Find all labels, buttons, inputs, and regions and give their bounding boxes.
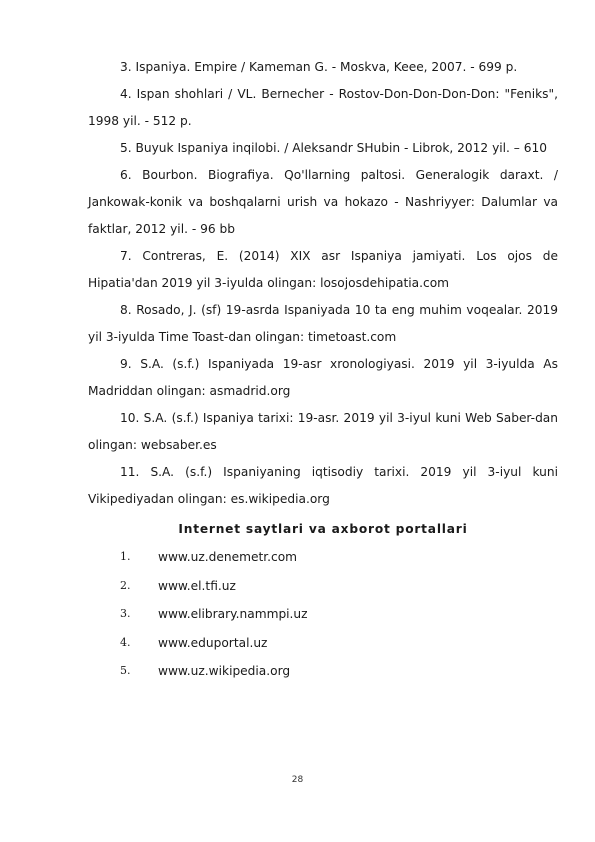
page-content (88, 54, 558, 686)
website-item (88, 572, 558, 601)
website-url: www.eduportal.uz (158, 635, 268, 650)
reference-item: 7. Contreras, E. (2014) XIX asr Ispaniya jamiyati. Los ojos de Hipatia'dan 2019 yil 3-iyulda olingan: losojosdehipatia.com (88, 249, 558, 290)
reference-item: 4. Ispan shohlari / VL. Bernecher - Rostov-Don-Don-Don-Don: "Feniks", 1998 yil. - 512 p. (88, 87, 558, 128)
website-number: 4. (120, 635, 131, 649)
website-item (88, 629, 558, 658)
website-number: 1. (120, 550, 131, 563)
reference-item: 6. Bourbon. Biografiya. Qo'llarning paltosi. Generalogik daraxt. / Jankowak-konik va boshqalarni urish va hokazo - Nashriyyer: Dalumlar va faktlar, 2012 yil. - 96 bb (88, 168, 558, 236)
website-number: 2. (120, 578, 131, 592)
website-number: 3. (120, 607, 131, 620)
website-url: www.uz.denemetr.com (158, 550, 298, 564)
website-item (88, 543, 558, 572)
section-heading: Internet saytlari va axborot portallari (178, 522, 468, 536)
reference-item: 11. S.A. (s.f.) Ispaniyaning iqtisodiy tarixi. 2019 yil 3-iyul kuni Vikipediyadan olingan: es.wikipedia.org (88, 465, 558, 506)
reference-item: 9. S.A. (s.f.) Ispaniyada 19-asr xronologiyasi. 2019 yil 3-iyulda As Madriddan olingan: asmadrid.org (88, 357, 558, 398)
website-list (88, 543, 558, 686)
reference-item: 8. Rosado, J. (sf) 19-asrda Ispaniyada 10 ta eng muhim voqealar. 2019 yil 3-iyulda Time Toast-dan olingan: timetoast.com (88, 303, 558, 344)
website-item (88, 657, 558, 686)
website-url: www.elibrary.nammpi.uz (158, 607, 308, 621)
website-url: www.uz.wikipedia.org (158, 664, 291, 678)
website-url: www.el.tfi.uz (158, 578, 236, 593)
website-number: 5. (120, 664, 131, 677)
page-number: 28 (291, 775, 304, 785)
reference-item: 10. S.A. (s.f.) Ispaniya tarixi: 19-asr. 2019 yil 3-iyul kuni Web Saber-dan olingan: websaber.es (88, 411, 558, 452)
reference-item: 3. Ispaniya. Empire / Kameman G. - Moskva, Keee, 2007. - 699 p. (120, 60, 518, 74)
reference-item: 5. Buyuk Ispaniya inqilobi. / Aleksandr SHubin - Librok, 2012 yil. – 610 (120, 141, 548, 155)
website-item (88, 600, 558, 629)
